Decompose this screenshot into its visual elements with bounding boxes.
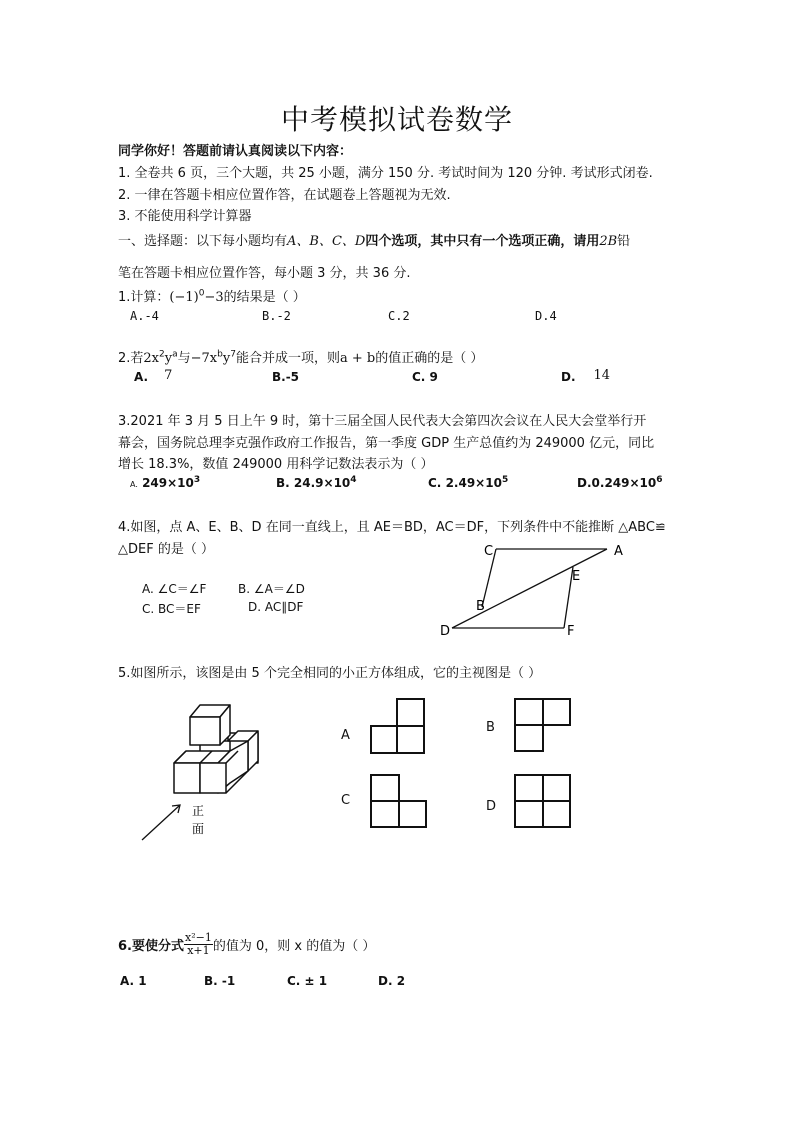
q6-option-d: D. 2 xyxy=(378,974,406,988)
q2-mid: 与 xyxy=(177,351,191,366)
segment-da xyxy=(452,549,607,628)
q6-stem xyxy=(118,932,375,957)
q2-prefix: 2.若 xyxy=(118,351,144,366)
q2-option-d-value: 14 xyxy=(593,368,611,383)
q1-option-c: C.2 xyxy=(388,309,410,323)
a-square-bottom-left xyxy=(371,726,397,753)
q4-option-c: C. BC＝EF xyxy=(142,602,201,616)
label-e: E xyxy=(572,569,581,584)
q1-stem xyxy=(118,286,306,305)
d-square-bottom-left xyxy=(515,801,543,827)
q1-option-d: D.4 xyxy=(535,309,557,323)
label-b: B xyxy=(476,599,485,614)
q2-term1: 2x xyxy=(143,351,160,366)
q3-option-b-exp: 4 xyxy=(350,475,357,485)
q2-tail: 的值正确的是（ ） xyxy=(375,351,484,366)
front-label-1: 正 xyxy=(192,804,205,818)
c-square-bottom-right xyxy=(399,801,426,827)
q3-option-b-base: 24.9×10 xyxy=(293,476,351,490)
d-square-top-left xyxy=(515,775,543,801)
d-square-bottom-right xyxy=(543,801,570,827)
b-square-top-left xyxy=(515,699,543,725)
q1-expr-base: (−1) xyxy=(169,290,199,305)
q3-line-2: 幕会，国务院总理李克强作政府工作报告，第一季度 GDP 生产总值约为 249000 亿元，同比 xyxy=(118,436,655,451)
label-d: D xyxy=(440,624,451,639)
q3-option-a-base: 249×10 xyxy=(142,476,194,490)
q6-suffix: 的值为 0，则 x 的值为（ ） xyxy=(212,939,376,954)
q2-option-c: C. 9 xyxy=(412,370,438,384)
q2-term1-exp1: 2 xyxy=(159,349,165,360)
q1-expr-exp: 0 xyxy=(198,288,205,299)
q5-option-a-label: A xyxy=(341,728,350,743)
q3-option-a-exp: 3 xyxy=(193,475,201,485)
section-text-c: 铅 xyxy=(617,234,631,249)
q5-option-a-figure xyxy=(368,696,430,758)
q3-option-c-exp: 5 xyxy=(501,475,509,485)
section-line-2: 笔在答题卡相应位置作答，每小题 3 分，共 36 分. xyxy=(118,266,411,281)
c-square-top-left xyxy=(371,775,399,801)
q3-option-d-label: D. xyxy=(577,476,592,490)
q4-option-a: A. ∠C＝∠F xyxy=(142,582,207,596)
q2-term2-y: y xyxy=(222,351,231,366)
q2-option-a-label: A. xyxy=(134,370,149,384)
q5-option-d-figure xyxy=(512,772,574,830)
label-f: F xyxy=(567,624,575,639)
q4-line-1: 4.如图，点 A、E、B、D 在同一直线上，且 AE＝BD，AC＝DF，下列条件中不能推断 △ABC≌ xyxy=(118,520,666,535)
notice-greeting: 同学你好！答题前请认真阅读以下内容： xyxy=(118,144,353,159)
q3-line-1: 3.2021 年 3 月 5 日上午 9 时，第十三届全国人民代表大会第四次会议在人民大会堂举行开 xyxy=(118,414,647,429)
q5-option-b-figure xyxy=(512,696,574,754)
q5-option-b-label: B xyxy=(486,720,495,735)
a-square-bottom-right xyxy=(397,726,424,753)
a-square-top-right xyxy=(397,699,424,726)
b-square-top-right xyxy=(543,699,570,725)
front-label-2: 面 xyxy=(192,822,205,836)
b-square-bottom-left xyxy=(515,725,543,751)
q3-option-d-exp: 6 xyxy=(656,475,663,485)
q6-option-b: B. -1 xyxy=(204,974,236,988)
q4-line-2: △DEF 的是（ ） xyxy=(118,542,214,557)
label-c: C xyxy=(484,544,494,559)
q2-sum: a + b xyxy=(339,351,376,366)
q6-fraction xyxy=(184,932,213,957)
q3-option-a xyxy=(130,475,200,490)
q3-option-c-label: C. xyxy=(428,476,442,490)
q5-cube-stack-figure xyxy=(130,695,280,850)
q1-suffix: 的结果是（ ） xyxy=(223,290,306,305)
cube-front-right xyxy=(200,763,226,793)
exam-title: 中考模拟试卷数学 xyxy=(280,103,513,136)
section-letters: A、B、C、D xyxy=(287,234,366,249)
notice-item-1: 1. 全卷共 6 页，三个大题，共 25 小题，满分 150 分. 考试时间为 120 分钟. 考试形式闭卷. xyxy=(118,166,653,181)
section-heading xyxy=(118,230,630,249)
q2-option-d xyxy=(561,370,610,385)
front-arrow-shaft xyxy=(142,805,180,840)
q2-term1-y: y xyxy=(164,351,173,366)
q5-stem: 5.如图所示，该图是由 5 个完全相同的小正方体组成，它的主视图是（ ） xyxy=(118,666,542,681)
q6-option-a: A. 1 xyxy=(120,974,147,988)
q6-denominator: x+1 xyxy=(187,944,210,957)
q4-geometry-figure xyxy=(430,535,640,645)
notice-item-2: 2. 一律在答题卡相应位置作答，在试题卷上答题视为无效. xyxy=(118,188,451,203)
q5-option-c-label: C xyxy=(341,793,351,808)
q4-option-d: D. AC∥DF xyxy=(248,600,304,614)
q6-numerator: x²−1 xyxy=(184,931,212,944)
q1-option-b: B.-2 xyxy=(262,309,291,323)
q2-term2-exp1: b xyxy=(217,349,223,360)
q1-expr-tail: −3 xyxy=(204,290,224,305)
q2-stem xyxy=(118,347,483,366)
q2-term2-exp2: 7 xyxy=(230,349,236,360)
q2-term1-exp2: a xyxy=(172,349,178,360)
q5-option-d-label: D xyxy=(486,799,497,814)
notice-item-3: 3. 不能使用科学计算器 xyxy=(118,209,252,224)
q1-prefix: 1.计算： xyxy=(118,290,170,305)
q1-option-a: A.-4 xyxy=(130,309,159,323)
section-pencil: 2B xyxy=(599,234,618,249)
cube-front-left xyxy=(174,763,200,793)
q2-term2: −7x xyxy=(190,351,218,366)
q2-option-a-value: 7 xyxy=(164,368,173,383)
q3-option-d-base: 0.249×10 xyxy=(591,476,657,490)
q3-option-b xyxy=(276,475,357,490)
d-square-top-right xyxy=(543,775,570,801)
cube-top-front xyxy=(190,717,220,745)
q6-option-c: C. ± 1 xyxy=(287,974,328,988)
q3-option-b-label: B. xyxy=(276,476,290,490)
section-text-a: 一、选择题：以下每小题均有 xyxy=(118,234,288,249)
section-text-b: 四个选项，其中只有一个选项正确，请用 xyxy=(365,234,600,249)
q3-option-a-label: A. xyxy=(130,480,138,489)
q2-suffix: 能合并成一项，则 xyxy=(235,351,340,366)
q5-option-c-figure xyxy=(368,772,430,830)
q2-option-d-label: D. xyxy=(561,370,576,384)
q3-option-c-base: 2.49×10 xyxy=(445,476,502,490)
q2-option-a xyxy=(134,370,172,385)
q4-option-b: B. ∠A＝∠D xyxy=(238,582,305,596)
q3-option-c xyxy=(428,475,508,490)
q3-line-3: 增长 18.3%，数值 249000 用科学记数法表示为（ ） xyxy=(118,457,434,472)
q2-option-b: B.-5 xyxy=(272,370,300,384)
q3-option-d xyxy=(577,475,663,490)
q6-prefix: 6.要使分式 xyxy=(118,939,184,954)
label-a: A xyxy=(614,544,623,559)
c-square-bottom-left xyxy=(371,801,399,827)
